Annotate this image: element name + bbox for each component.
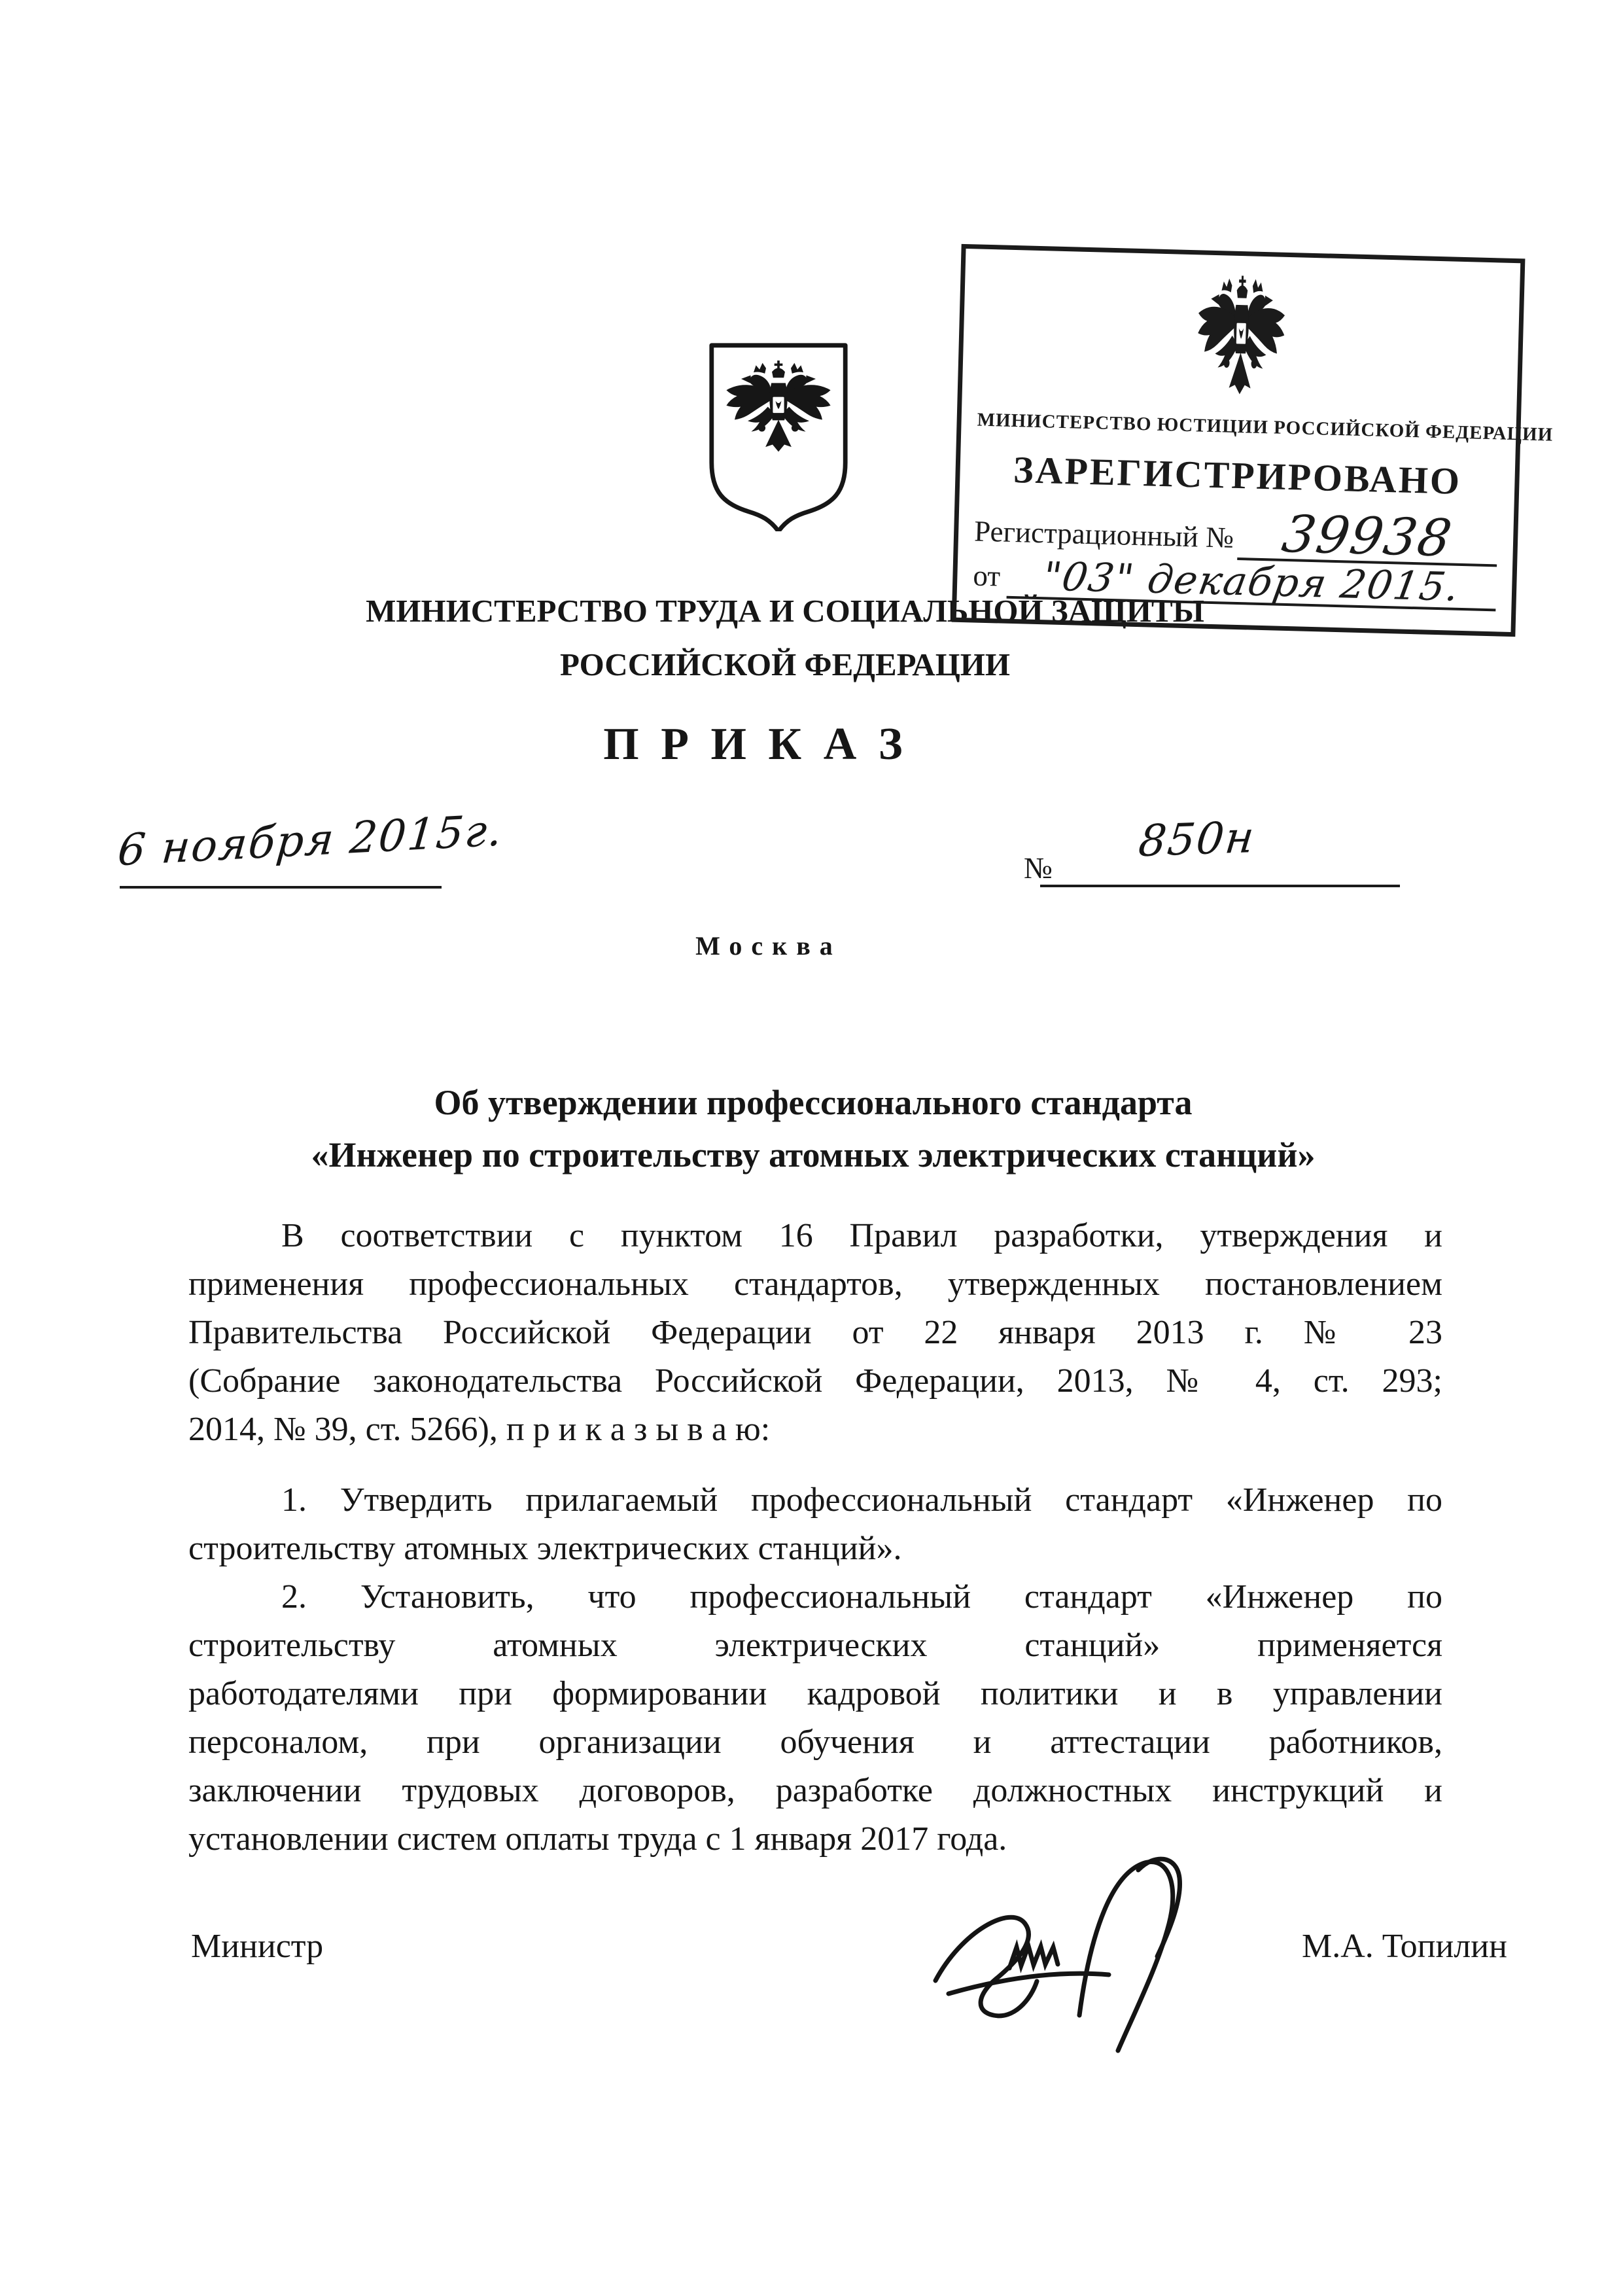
ministry-name-line2: РОССИЙСКОЙ ФЕДЕРАЦИИ (559, 646, 1011, 682)
stamp-reg-number-label: Регистрационный № (973, 514, 1234, 554)
order-subject-line1: Об утверждении профессионального стандарта (434, 1083, 1193, 1122)
body-line: работодателями при формировании кадровой политики и в управлении (188, 1675, 1442, 1712)
document-type-title: П Р И К А З (603, 719, 908, 769)
order-body (188, 1212, 1442, 1863)
city-name: Москва (695, 931, 842, 961)
body-line: 2. Установить, что профессиональный стандарт «Инженер по (281, 1578, 1442, 1616)
registration-stamp (952, 244, 1554, 637)
order-number-sign: № (1024, 851, 1053, 885)
body-line: Правительства Российской Федерации от 22 января 2013 г. № 23 (188, 1314, 1442, 1351)
body-line: строительству атомных электрических станций». (188, 1530, 902, 1567)
body-line: 2014, № 39, ст. 5266), п р и к а з ы в а ю: (188, 1411, 771, 1448)
minister-signature-autograph-icon (913, 1840, 1279, 2056)
body-line: строительству атомных электрических станций» применяется (188, 1627, 1442, 1664)
signature-position-label: Министр (191, 1928, 324, 1965)
body-line: персоналом, при организации обучения и аттестации работников, (188, 1723, 1442, 1761)
body-line: (Собрание законодательства Российской Федерации, 2013, № 4, ст. 293; (188, 1362, 1442, 1400)
ministry-name-line1: МИНИСТЕРСТВО ТРУДА И СОЦИАЛЬНОЙ ЗАЩИТЫ (366, 593, 1204, 629)
order-date-underline (120, 886, 442, 889)
stamp-ministry-title: МИНИСТЕРСТВО ЮСТИЦИИ РОССИЙСКОЙ ФЕДЕРАЦИИ (977, 409, 1554, 446)
stamp-eagle-icon (977, 268, 1504, 415)
stamp-registered-label: ЗАРЕГИСТРИРОВАНО (1013, 448, 1462, 503)
coat-of-arms (703, 340, 854, 531)
stamp-date-prefix: от (972, 559, 1001, 593)
order-subject (185, 1076, 1441, 1181)
stamp-date-value: "03" декабря 2015. (1006, 556, 1497, 612)
order-number-underline (1040, 885, 1400, 887)
body-line: В соответствии с пунктом 16 Правил разработки, утверждения и (281, 1217, 1442, 1254)
order-subject-line2: «Инженер по строительству атомных электрических станций» (311, 1135, 1316, 1174)
order-date-handwritten: 6 ноября 2015г. (115, 805, 506, 876)
shield-eagle-icon (703, 340, 854, 531)
order-number-value: 850н (1136, 811, 1258, 867)
stamp-reg-number-value: 39938 (1237, 509, 1498, 567)
signer-name: М.А. Топилин (1302, 1928, 1507, 1965)
body-line: 1. Утвердить прилагаемый профессиональный стандарт «Инженер по (281, 1481, 1442, 1519)
body-line: заключении трудовых договоров, разработке должностных инструкций и (188, 1772, 1442, 1809)
body-line: установлении систем оплаты труда с 1 января 2017 года. (188, 1820, 1007, 1858)
body-line: применения профессиональных стандартов, утвержденных постановлением (188, 1265, 1442, 1303)
stamp-date-row (973, 554, 1497, 611)
